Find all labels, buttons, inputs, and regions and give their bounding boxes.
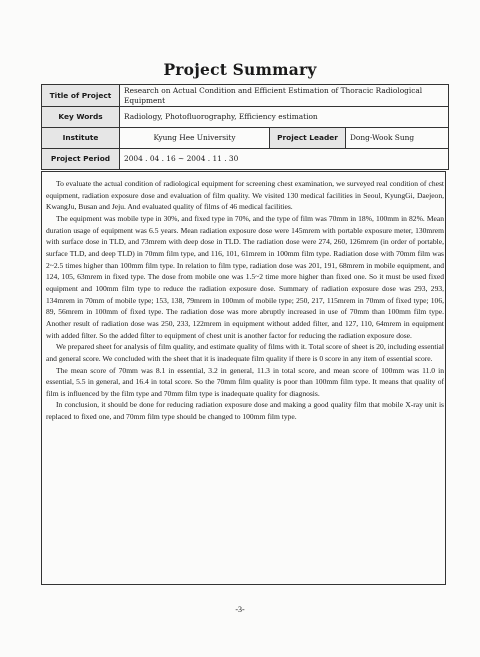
paragraph-film-quality: We prepared sheet for analysis of film quality, and estimate quality of films with it. Total score of sheet is 20, including essential and general score. We concluded with the sheet that it is inadequate film quality if there is 0 score in any item of essential score. (46, 342, 444, 363)
project-info-table (41, 84, 449, 170)
paragraph-intro: To evaluate the actual condition of radiological equipment for screening chest examination, we surveyed real condition of chest equipment, radiation exposure dose and evaluation of film quality. We visited 130 medical facilities in Seoul, KyungGi, Daejeon, KwangJu, Busan and Jeju. And evaluated quality of films of 46 medical facilities. (46, 179, 444, 212)
paragraph-scores: The mean score of 70mm was 8.1 in essential, 3.2 in general, 11.3 in total score, and mean score of 100mm was 11.0 in essential, 5.5 in general, and 16.4 in total score. So the 70mm film quality is poor than 100mm film type. It means that quality of film is influenced by the film type and 70mm film type is inadequate quality for diagnosis. (46, 365, 444, 398)
leader-label: Project Leader (270, 128, 346, 149)
institute-label: Institute (42, 128, 120, 149)
period-row (42, 149, 449, 170)
period-value: 2004 . 04 . 16 ~ 2004 . 11 . 30 (120, 149, 449, 170)
keywords-value: Radiology, Photofluorography, Efficiency estimation (120, 107, 449, 128)
title-value: Research on Actual Condition and Efficient Estimation of Thoracic Radiological Equipment (120, 85, 449, 107)
paragraph-conclusion: In conclusion, it should be done for reducing radiation exposure dose and making a good quality film that mobile X-ray unit is replaced to fixed one, and 70mm film type should be changed to 100mm film type. (46, 400, 444, 422)
page-title: Project Summary (163, 60, 317, 79)
period-label: Project Period (42, 149, 120, 170)
keywords-row (42, 107, 449, 128)
paragraph-equipment: The equipment was mobile type in 30%, and fixed type in 70%, and the type of film was 70mm in 18%, 100mm in 82%. Mean duration usage of equipment was 6.5 years. Mean radiation exposure dose were 145mrem with portable exposure meter, 130mrem with surface dose in TLD, and 73mrem with deep dose in TLD. The radiation dose were 274, 260, 126mrem (in order of portable, surface TLD, and deep TLD) in 70mm film type, and 116, 101, 61mrem in 100mm film type. Radiation dose with 70mm film was 2~2.5 times higher than 100mm film type. In relation to film type, radiation dose was 201, 191, 68mrem in mobile equipment, and 124, 105, 63mrem in fixed type. The dose from mobile one was 1.5~2 time more higher than fixed one. So it must be used fixed equipment and 100mm film type to reduce the radiation exposure dose. Summary of radiation exposure dose was 293, 293, 134mrem in 70mm of mobile type; 153, 138, 79mrem in 100mm of mobile type; 250, 217, 115mrem in 70mm of fixed type; 106, 89, 56mrem in 100mm of fixed type. The radiation dose was more abruptly increased in use of 70mm than 100mm film type. Another result of radiation dose was 250, 233, 122mrem in equipment without added filter, and 127, 110, 64mrem in equipment with added filter. So the added filter to equipment of chest unit is another factor for reducing the radiation exposure dose. (46, 213, 444, 340)
institute-value: Kyung Hee University (120, 128, 270, 149)
title-row (42, 85, 449, 107)
leader-value: Dong-Wook Sung (346, 128, 449, 149)
institute-row (42, 128, 449, 149)
page-number: -3- (235, 605, 245, 614)
title-label: Title of Project (42, 85, 120, 107)
keywords-label: Key Words (42, 107, 120, 128)
summary-text (46, 178, 444, 423)
